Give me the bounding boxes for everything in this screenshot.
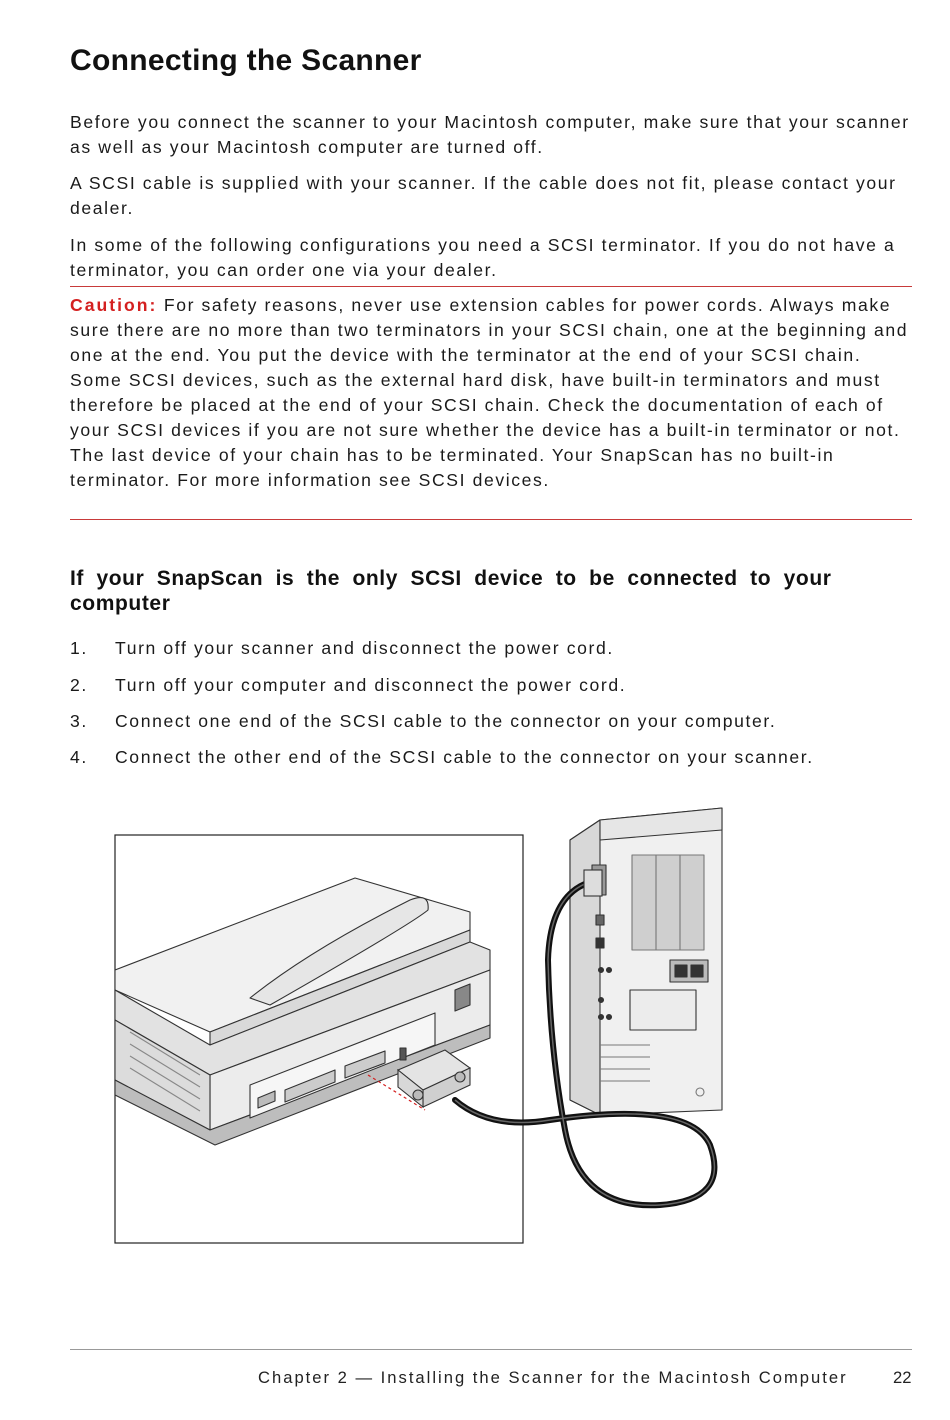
footer-chapter-title: Chapter 2 — Installing the Scanner for the Macintosh Computer [258, 1368, 848, 1387]
caution-text: For safety reasons, never use extension cables for power cords. Always make sure there are no more than two terminators in your SCSI chain, one at the beginning and one at the end. You put the device with the terminator at the end of your SCSI chain. Some SCSI devices, such as the external hard disk, have built-in terminators and must therefore be placed at the end of your SCSI chain. Check the documentation of each of your SCSI devices if you are not sure whether the device has a built-in terminator or not. The last device of your chain has to be terminated. Your SnapScan has no built-in terminator. For more information see SCSI devices. [70, 295, 909, 490]
step-text: Turn off your scanner and disconnect the power cord. [115, 638, 614, 658]
caution-block [70, 293, 915, 493]
caution-bottom-rule [70, 519, 912, 520]
caution-label: Caution: [70, 295, 158, 315]
step-number: 4. [70, 747, 88, 767]
intro-paragraph-3: In some of the following configurations you need a SCSI terminator. If you do not have a terminator, you can order one via your dealer. [70, 235, 896, 280]
step-text: Connect one end of the SCSI cable to the connector on your computer. [115, 711, 777, 731]
page-number: 22 [893, 1368, 912, 1387]
page-title: Connecting the Scanner [70, 44, 422, 77]
section-subheading: If your SnapScan is the only SCSI device to be connected to your computer [70, 567, 832, 615]
caution-top-rule [70, 286, 912, 287]
footer-rule [70, 1349, 912, 1350]
step-number: 2. [70, 675, 88, 695]
step-number: 3. [70, 711, 88, 731]
computer-tower-icon [570, 808, 722, 1115]
step-number: 1. [70, 638, 88, 658]
intro-paragraph-1: Before you connect the scanner to your Macintosh computer, make sure that your scanner as well as your Macintosh computer are turned off. [70, 112, 910, 157]
scanner-connection-illustration [110, 800, 740, 1250]
computer-plug-icon [584, 870, 602, 896]
step-text: Turn off your computer and disconnect the power cord. [115, 675, 627, 695]
intro-paragraph-2: A SCSI cable is supplied with your scanner. If the cable does not fit, please contact your dealer. [70, 173, 897, 218]
step-text: Connect the other end of the SCSI cable to the connector on your scanner. [115, 747, 814, 767]
